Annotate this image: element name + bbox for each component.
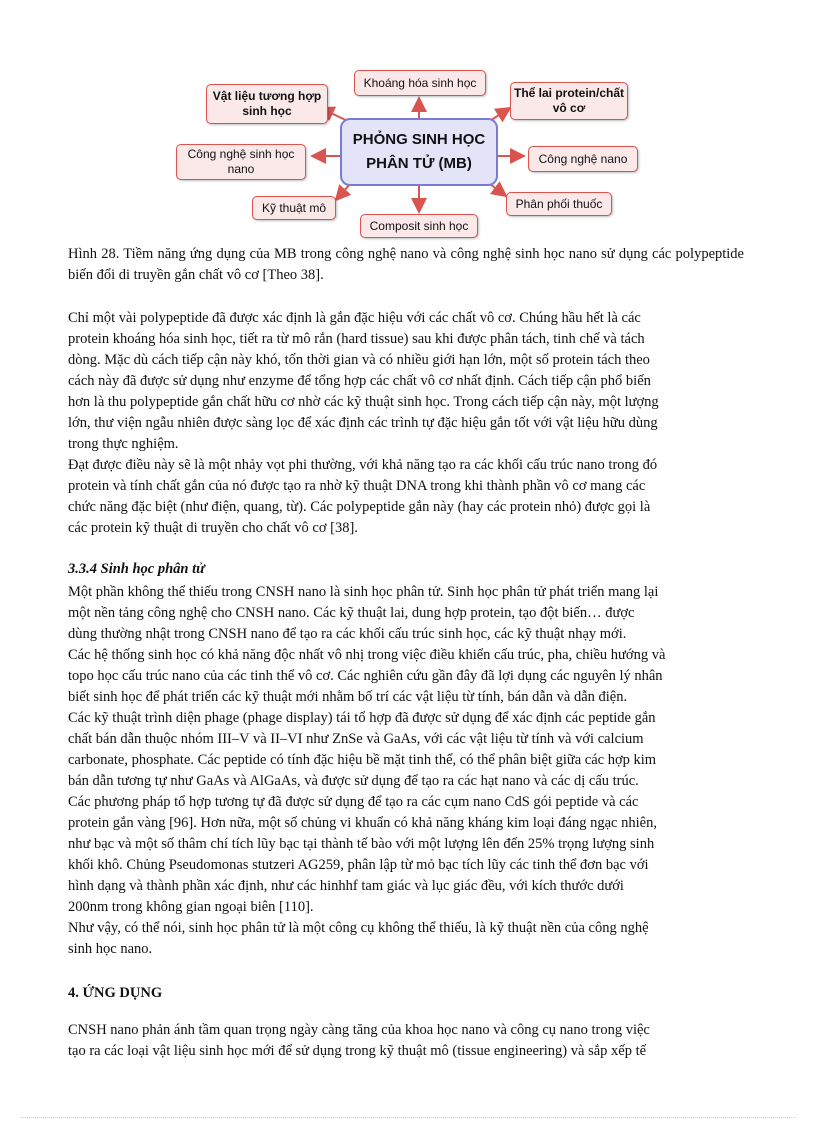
text-line: Các phương pháp tổ hợp tương tự đã được sử dụng để tạo ra các cụm nano CdS gói peptide và các bbox=[68, 794, 639, 810]
text-line: Các kỹ thuật trình diện phage (phage display) tái tổ hợp đã được sử dụng để xác định các peptide gắn bbox=[68, 710, 656, 726]
node-vat-lieu-tuong-hop: Vật liệu tương hợp sinh học bbox=[206, 84, 328, 124]
text-line: biết sinh học để phát triển các kỹ thuật mới nhằm bố trí các vật liệu từ tính, bán dẫn và dẫn điện. bbox=[68, 689, 628, 705]
text-line: khối khô. Chủng Pseudomonas stutzeri AG259, phân lập từ mỏ bạc tích lũy các tinh thể đơn bạc với bbox=[68, 857, 649, 873]
arrow-to-ky-thuat-mo bbox=[336, 184, 350, 200]
page-bottom-rule bbox=[20, 1117, 796, 1118]
text-line: hình dạng và thành phần xác định, như các hinhhf tam giác và lục giác đều, với kích thước dưới bbox=[68, 878, 624, 894]
arrow-to-phan-phoi bbox=[490, 184, 506, 196]
text-line: Như vậy, có thể nói, sinh học phân tử là một công cụ không thể thiếu, là kỹ thuật nền của công nghệ bbox=[68, 920, 649, 936]
text-line: Chỉ một vài polypeptide đã được xác định là gắn đặc hiệu với các chất vô cơ. Chúng hầu hết là các bbox=[68, 310, 641, 326]
center-line-1: PHỎNG SINH HỌC bbox=[352, 131, 486, 148]
text-line: một nền tảng công nghệ cho CNSH nano. Các kỹ thuật lai, dung hợp protein, tạo đột biến… được bbox=[68, 605, 635, 621]
text-line: topo học cấu trúc nano của các tinh thể vô cơ. Các nghiên cứu gần đây đã lợi dụng các nguyên lý nhân bbox=[68, 668, 663, 684]
node-the-lai-protein: Thể lai protein/chất vô cơ bbox=[510, 82, 628, 120]
paragraph-molecular-biology bbox=[68, 582, 748, 960]
text-line: Một phần không thể thiếu trong CNSH nano là sinh học phân tử. Sinh học phân tử phát triển mang lại bbox=[68, 584, 659, 600]
text-line: trong thực nghiệm. bbox=[68, 436, 179, 452]
text-line: CNSH nano phản ánh tầm quan trọng ngày càng tăng của khoa học nano và công cụ nano trong việc bbox=[68, 1022, 650, 1038]
text-line: như bạc và một số thâm chí tích lũy bạc tại thành tế bào với một lượng lên đến 25% trọng lượng sinh bbox=[68, 836, 655, 852]
text-line: chức năng đặc biệt (như điện, quang, từ). Các polypeptide gắn này (hay các protein nhỏ) được gọi là bbox=[68, 499, 651, 515]
paragraph-polypeptide bbox=[68, 308, 748, 539]
node-cong-nghe-sinh-hoc-nano: Công nghệ sinh học nano bbox=[176, 144, 306, 180]
section-heading-4: 4. ỨNG DỤNG bbox=[68, 985, 163, 1001]
section-heading-3-3-4: 3.3.4 Sinh học phân tử bbox=[68, 561, 205, 577]
text-line: protein gắn vàng [96]. Hơn nữa, một số chủng vi khuẩn có khả năng kháng kim loại đáng ngạc nhiên, bbox=[68, 815, 657, 831]
node-ky-thuat-mo: Kỹ thuật mô bbox=[252, 196, 336, 220]
text-line: carbonate, phosphate. Các peptide có tính đặc hiệu bề mặt tinh thể, có thể phân biệt giữa các hợp kim bbox=[68, 752, 657, 768]
text-line: protein và tính chất gắn của nó được tạo ra nhờ kỹ thuật DNA trong khi thành phần vô cơ mang các bbox=[68, 478, 646, 494]
text-line: lớn, thư viện ngẫu nhiên được sàng lọc để xác định các trình tự đặc hiệu gắn tốt với vật liệu hữu dùng bbox=[68, 415, 658, 431]
mb-applications-diagram bbox=[172, 66, 642, 242]
node-cong-nghe-nano: Công nghệ nano bbox=[528, 146, 638, 172]
text-line: 200nm trong không gian ngoại biên [110]. bbox=[68, 899, 314, 915]
text-line: dùng thường nhật trong CNSH nano để tạo ra các khối cấu trúc sinh học, các kỹ thuật nhạy mới. bbox=[68, 626, 627, 642]
paragraph-applications bbox=[68, 1020, 748, 1062]
text-line: Đạt được điều này sẽ là một nhảy vọt phi thường, với khả năng tạo ra các khối cấu trúc nano trong đó bbox=[68, 457, 658, 473]
node-khoang-hoa-sinh-hoc: Khoáng hóa sinh học bbox=[354, 70, 486, 96]
node-phan-phoi-thuoc: Phân phối thuốc bbox=[506, 192, 612, 216]
text-line: bán dẫn tương tự như GaAs và AlGaAs, và được sử dụng để tạo ra các hạt nano và các dị cấu trúc. bbox=[68, 773, 639, 789]
figure-caption: Hình 28. Tiềm năng ứng dụng của MB trong công nghệ nano và công nghệ sinh học nano sử dụng các polypeptide biến đổi di truyền gắn chất vô cơ [Theo 38]. bbox=[68, 246, 744, 283]
text-line: protein khoáng hóa sinh học, tiết ra từ mô rắn (hard tissue) sau khi được phân tách, tinh chế và tách bbox=[68, 331, 645, 347]
center-line-2: PHÂN TỬ (MB) bbox=[366, 155, 472, 172]
text-line: dòng. Mặc dù cách tiếp cận này khó, tốn thời gian và có nhiều giới hạn lớn, một số protein tách theo bbox=[68, 352, 650, 368]
text-line: hơn là thu polypeptide gắn chất hữu cơ nhờ các kỹ thuật sinh học. Trong cách tiếp cận này, một lượng bbox=[68, 394, 659, 410]
text-line: chất bán dẫn thuộc nhóm III–V và II–VI như ZnSe và GaAs, với các vật liệu từ tính và với calcium bbox=[68, 731, 644, 747]
text-line: cách này đã được sử dụng như enzyme để tổng hợp các chất vô cơ nhất định. Cách tiếp cận phổ biến bbox=[68, 373, 651, 389]
node-center-mb bbox=[340, 118, 498, 186]
text-line: các protein kỹ thuật di truyền cho chất vô cơ [38]. bbox=[68, 520, 358, 536]
text-line: Các hệ thống sinh học có khả năng độc nhất vô nhị trong việc điều khiển cấu trúc, pha, chiều hướng và bbox=[68, 647, 666, 663]
node-composit-sinh-hoc: Composit sinh học bbox=[360, 214, 478, 238]
text-line: sinh học nano. bbox=[68, 941, 153, 957]
text-line: tạo ra các loại vật liệu sinh học mới để sử dụng trong kỹ thuật mô (tissue engineering) và sắp xếp tế bbox=[68, 1043, 647, 1059]
